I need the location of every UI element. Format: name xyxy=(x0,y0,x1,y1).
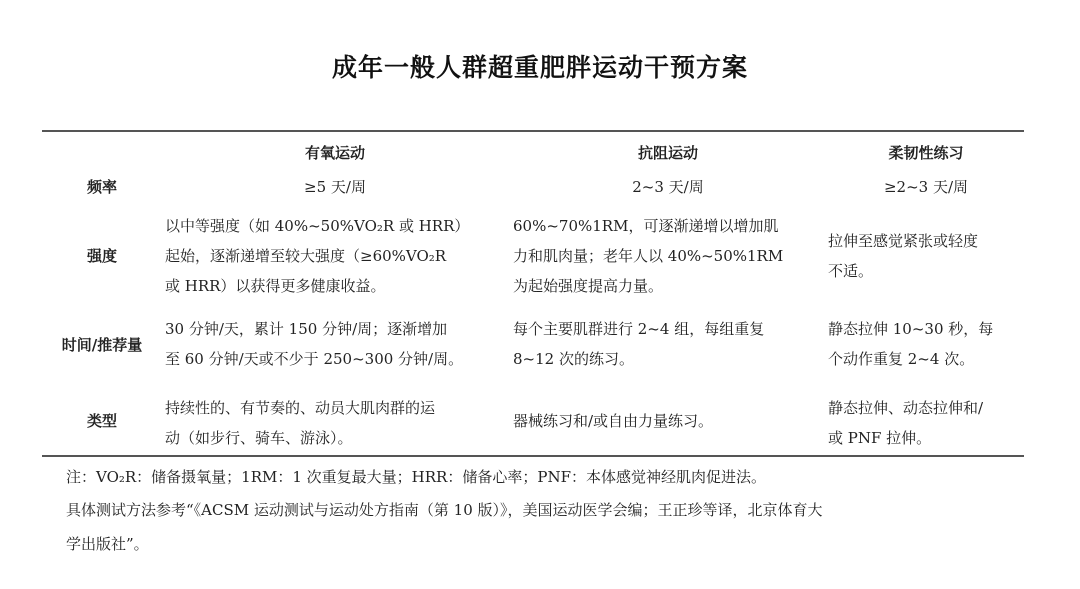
row-label-duration: 时间/推荐量 xyxy=(61,336,143,354)
column-header-aerobic: 有氧运动 xyxy=(304,144,365,162)
intensity-aerobic-line: 或 HRR）以获得更多健康收益。 xyxy=(165,277,386,295)
duration-resistance xyxy=(513,314,823,374)
frequency-resistance: 2~3 天/周 xyxy=(632,178,704,196)
row-label-type: 类型 xyxy=(86,412,117,430)
column-header-resistance: 抗阻运动 xyxy=(637,144,698,162)
duration-resistance-line: 每个主要肌群进行 2~4 组，每组重复 xyxy=(513,320,765,338)
intensity-flexibility-line: 拉伸至感觉紧张或轻度 xyxy=(828,232,979,250)
footnote-reference-cont: 学出版社”。 xyxy=(66,535,149,553)
intensity-aerobic-line: 以中等强度（如 40%~50%VO₂R 或 HRR） xyxy=(165,217,470,235)
duration-aerobic-line: 至 60 分钟/天或不少于 250~300 分钟/周。 xyxy=(165,350,464,368)
footnote-abbreviations: 注：VO₂R：储备摄氧量；1RM：1 次重复最大量；HRR：储备心率；PNF：本体感觉神经肌肉促进法。 xyxy=(66,468,766,486)
duration-resistance-line: 8~12 次的练习。 xyxy=(513,350,634,368)
row-label-frequency: 频率 xyxy=(86,178,117,196)
intensity-resistance xyxy=(513,211,823,301)
duration-aerobic-line: 30 分钟/天，累计 150 分钟/周；逐渐增加 xyxy=(165,320,448,338)
duration-flexibility xyxy=(828,314,1024,374)
column-header-flexibility: 柔韧性练习 xyxy=(888,144,964,162)
duration-flexibility-line: 静态拉伸 10~30 秒，每 xyxy=(828,320,994,338)
table-top-rule xyxy=(42,130,1024,132)
duration-aerobic xyxy=(165,314,505,374)
intensity-resistance-line: 力和肌肉量；老年人以 40%~50%1RM xyxy=(513,247,784,265)
type-flexibility-line: 静态拉伸、动态拉伸和/ xyxy=(828,399,984,417)
intensity-aerobic-line: 起始，逐渐递增至较大强度（≥60%VO₂R xyxy=(165,247,447,265)
duration-flexibility-line: 个动作重复 2~4 次。 xyxy=(828,350,975,368)
type-resistance-line: 器械练习和/或自由力量练习。 xyxy=(513,412,714,430)
type-resistance xyxy=(513,406,823,436)
intensity-resistance-line: 60%~70%1RM，可逐渐递增以增加肌 xyxy=(513,217,779,235)
footnote-reference: 具体测试方法参考“《ACSM 运动测试与运动处方指南（第 10 版）》，美国运动医学会编；王正珍等译，北京体育大 xyxy=(66,501,823,519)
type-flexibility xyxy=(828,393,1024,453)
intensity-flexibility xyxy=(828,226,1024,286)
page-title: 成年一般人群超重肥胖运动干预方案 xyxy=(331,53,748,82)
row-label-intensity: 强度 xyxy=(86,247,117,265)
intensity-resistance-line: 为起始强度提高力量。 xyxy=(513,277,664,295)
intensity-aerobic xyxy=(165,211,505,301)
type-aerobic-line: 持续性的、有节奏的、动员大肌肉群的运 xyxy=(165,399,436,417)
table-bottom-rule xyxy=(42,455,1024,457)
intensity-flexibility-line: 不适。 xyxy=(828,262,874,280)
type-flexibility-line: 或 PNF 拉伸。 xyxy=(828,429,932,447)
type-aerobic-line: 动（如步行、骑车、游泳）。 xyxy=(165,429,353,447)
frequency-aerobic: ≥5 天/周 xyxy=(304,178,366,196)
frequency-flexibility: ≥2~3 天/周 xyxy=(883,178,969,196)
type-aerobic xyxy=(165,393,505,453)
